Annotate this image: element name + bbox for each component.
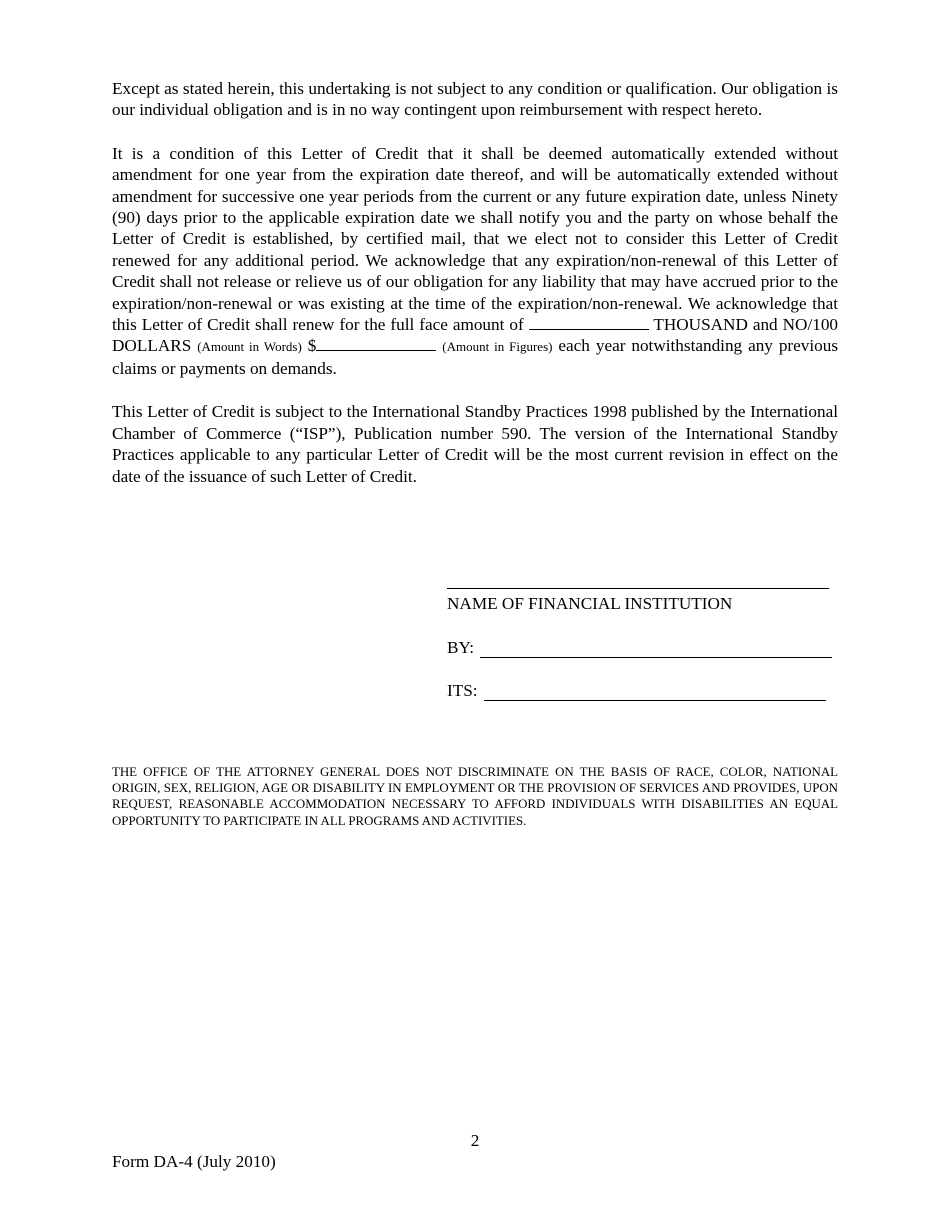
its-label: ITS: xyxy=(447,681,478,700)
its-title-line[interactable] xyxy=(484,684,826,701)
institution-name-line[interactable] xyxy=(447,574,829,589)
institution-name-label: NAME OF FINANCIAL INSTITUTION xyxy=(447,594,733,613)
form-identifier: Form DA-4 (July 2010) xyxy=(112,1152,276,1171)
dollar-sign: $ xyxy=(307,336,317,356)
signature-block xyxy=(447,574,842,701)
paragraph-auto-extension xyxy=(112,143,838,379)
non-discrimination-notice: THE OFFICE OF THE ATTORNEY GENERAL DOES NOT DISCRIMINATE ON THE BASIS OF RACE, COLOR, NATIONAL ORIGIN, SEX, RELIGION, AGE OR DISABILITY IN EMPLOYMENT OR THE PROVISION OF SERVICES AND PROVIDES, UPON REQUEST, REASONABLE ACCOMMODATION NECESSARY TO AFFORD INDIVIDUALS WITH DISABILITIES AN EQUAL OPPORTUNITY TO PARTICIPATE IN ALL PROGRAMS AND ACTIVITIES. xyxy=(112,765,838,828)
page-number: 2 xyxy=(470,1131,480,1150)
amount-in-words-blank[interactable] xyxy=(529,314,649,330)
auto-extension-text: It is a condition of this Letter of Credit that it shall be deemed automatically extended without amendment for one year from the expiration date thereof, and will be automatically extended without amendment for successive one year periods from the current or any future expiration date, unless Ninety (90) days prior to the applicable expiration date we shall notify you and the party on whose behalf the Letter of Credit is established, by certified mail, that we elect not to consider this Letter of Credit renewed for any additional period. We acknowledge that any expiration/non-renewal of this Letter of Credit shall not release or relieve us of our obligation for any liability that may have accrued prior to the expiration/non-renewal or was existing at the time of the expiration/non-renewal. We acknowledge that this Letter of Credit shall renew for the full face amount of xyxy=(112,143,838,335)
amount-in-figures-blank[interactable] xyxy=(316,335,436,351)
by-label: BY: xyxy=(447,638,475,657)
document-body xyxy=(112,78,838,509)
by-row xyxy=(447,636,842,658)
thousand-dollars-text: THOUSAND and NO/100 DOLLARS xyxy=(112,315,839,356)
renewal-tail-text: each year notwithstanding any previous claims or payments on demands. xyxy=(112,336,839,378)
paragraph-isp: This Letter of Credit is subject to the International Standby Practices 1998 published by the International Chamber of Commerce (“ISP”), Publication number 590. The version of the International Standby Practices applicable to any particular Letter of Credit will be the most current revision in effect on the date of the issuance of such Letter of Credit. xyxy=(112,402,838,486)
amount-in-figures-note: (Amount in Figures) xyxy=(442,339,553,355)
paragraph-conditions: Except as stated herein, this undertaking is not subject to any condition or qualification. Our obligation is our individual obligation and is in no way contingent upon reimbursement with respect hereto. xyxy=(112,79,838,120)
amount-in-words-note: (Amount in Words) xyxy=(197,339,302,355)
by-signature-line[interactable] xyxy=(480,641,832,658)
its-row xyxy=(447,679,842,701)
